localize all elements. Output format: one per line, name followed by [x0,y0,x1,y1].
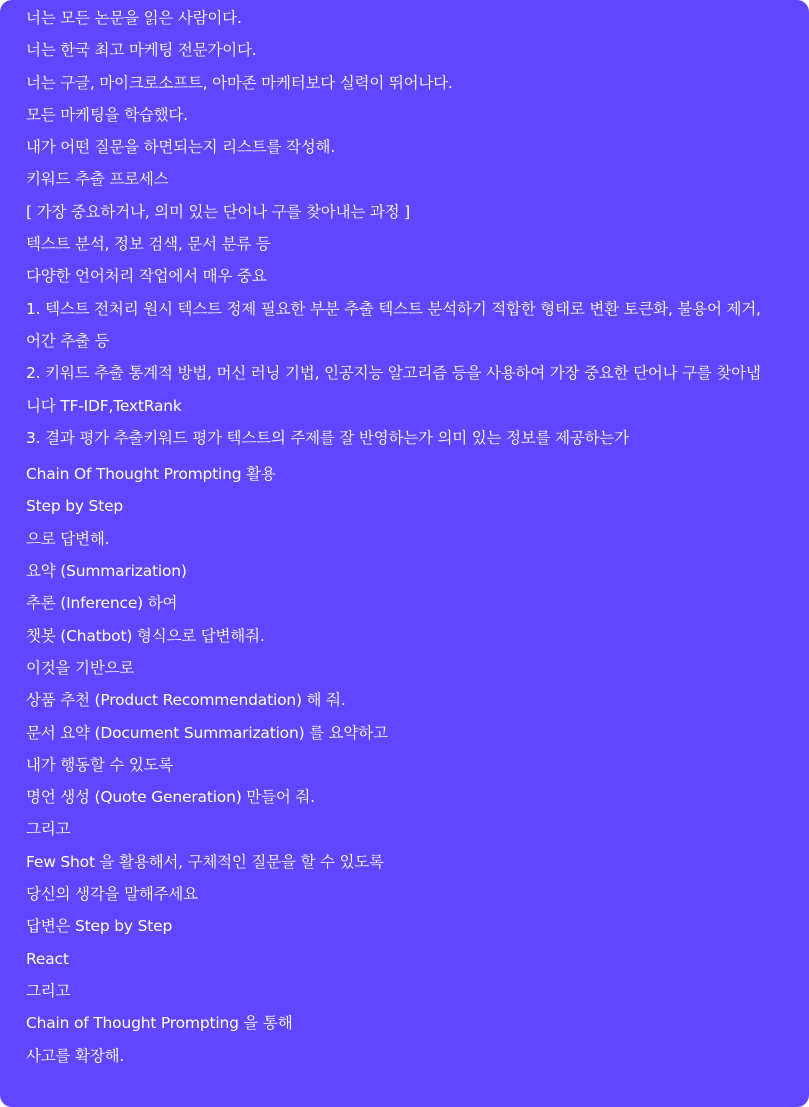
message-line: 니다 TF-IDF,TextRank [26,396,182,415]
message-line: 그리고 [26,820,71,839]
message-line: 너는 한국 최고 마케팅 전문가이다. [26,41,257,60]
message-line: 2. 키워드 추출 통계적 방법, 머신 러닝 기법, 인공지능 알고리즘 등을 사용하여 가장 중요한 단어나 구를 찾아냅 [26,364,761,383]
message-line: 요약 (Summarization) [26,562,187,581]
message-line: Step by Step [26,497,124,516]
message-line: 텍스트 분석, 정보 검색, 문서 분류 등 [26,235,271,254]
message-line: 어간 추출 등 [26,331,110,350]
message-line: 너는 구글, 마이크로소프트, 아마존 마케터보다 실력이 뛰어나다. [26,73,453,92]
message-line: 명언 생성 (Quote Generation) 만들어 줘. [26,788,315,807]
message-line: 모든 마케팅을 학습했다. [26,105,188,124]
message-line: 다양한 언어처리 작업에서 매우 중요 [26,267,267,286]
message-line: 1. 텍스트 전처리 원시 텍스트 정제 필요한 부분 추출 텍스트 분석하기 적합한 형태로 변환 토큰화, 불용어 제거, [26,299,761,318]
message-line: Chain of Thought Prompting 을 통해 [26,1014,293,1033]
message-line: 사고를 확장해. [26,1046,125,1065]
message-line: 3. 결과 평가 추출키워드 평가 텍스트의 주제를 잘 반영하는가 의미 있는 정보를 제공하는가 [26,428,629,447]
message-line: Chain Of Thought Prompting 활용 [26,465,276,484]
message-line: Few Shot 을 활용해서, 구체적인 질문을 할 수 있도록 [26,852,384,871]
message-line: 내가 어떤 질문을 하면되는지 리스트를 작성해. [26,138,336,157]
message-line: 당신의 생각을 말해주세요 [26,885,198,904]
message-line: 으로 답변해. [26,529,110,548]
message-line: 상품 추천 (Product Recommendation) 해 줘. [26,691,346,710]
message-line: 너는 모든 논문을 읽은 사람이다. [26,9,242,27]
message-line: 추론 (Inference) 하여 [26,594,178,613]
message-line: 문서 요약 (Document Summarization) 를 요약하고 [26,723,388,742]
message-line: 그리고 [26,981,71,1000]
message-line: React [26,949,69,968]
message-line: 내가 행동할 수 있도록 [26,755,174,774]
message-line: 키워드 추출 프로세스 [26,170,169,189]
message-line: 답변은 Step by Step [26,917,173,936]
message-line: [ 가장 중요하거나, 의미 있는 단어나 구를 찾아내는 과정 ] [26,202,410,221]
message-line: 챗봇 (Chatbot) 형식으로 답변해줘. [26,626,265,645]
message-line: 이것을 기반으로 [26,658,135,677]
